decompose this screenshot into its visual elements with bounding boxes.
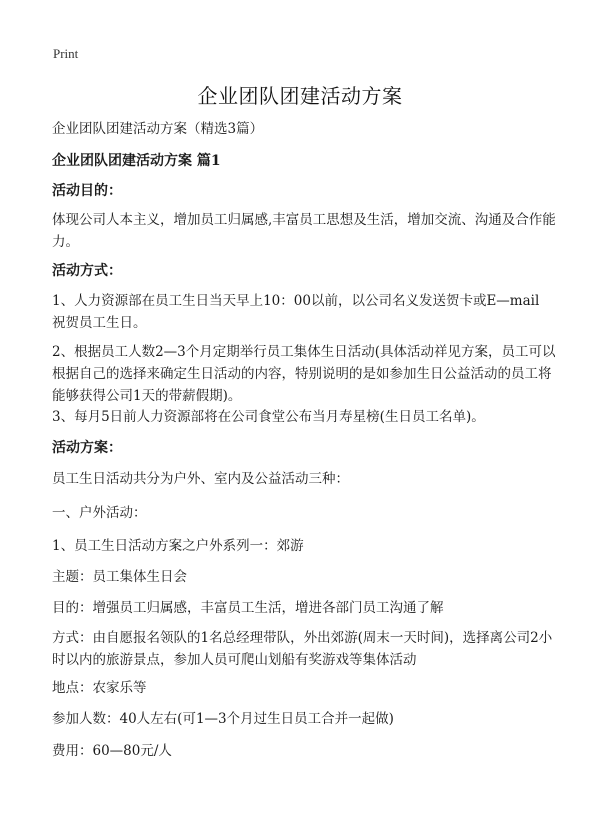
paragraph: 员工生日活动共分为户外、室内及公益活动三种：	[52, 471, 349, 487]
paragraph: 参加人数：40人左右(可1—3个月过生日员工合并一起做)	[52, 711, 394, 727]
paragraph: 一、户外活动：	[52, 505, 147, 521]
paragraph: 主题：员工集体生日会	[52, 569, 187, 585]
paragraph: 方式：由自愿报名领队的1名总经理带队，外出郊游(周末一天时间)，选择离公司2小时以内的旅游景点，参加人员可爬山划船有奖游戏等集体活动	[52, 630, 553, 668]
print-link[interactable]: Print	[53, 46, 79, 61]
document-subtitle: 企业团队团建活动方案（精选3篇）	[52, 121, 264, 137]
paragraph: 2、根据员工人数2—3个月定期举行员工集体生日活动(具体活动祥见方案，员工可以根据自己的选择来确定生日活动的内容，特别说明的是如参加生日公益活动的员工将能够获得公司1天的带薪假期)。	[52, 344, 556, 404]
section-heading: 活动目的：	[52, 183, 122, 199]
paragraph: 3、每月5日前人力资源部将在公司食堂公布当月寿星榜(生日员工名单)。	[52, 409, 485, 425]
paragraph: 地点：农家乐等	[52, 680, 147, 696]
document-title: 企业团队团建活动方案	[197, 84, 403, 108]
paragraph: 费用：60—80元/人	[52, 743, 172, 759]
paragraph: 1、员工生日活动方案之户外系列一：郊游	[52, 538, 304, 554]
paragraph: 目的：增强员工归属感，丰富员工生活，增进各部门员工沟通了解	[52, 600, 444, 616]
paragraph: 1、人力资源部在员工生日当天早上10：00以前，以公司名义发送贺卡或E—mail 祝贺员工生日。	[52, 293, 540, 331]
section-heading: 企业团队团建活动方案 篇1	[52, 153, 221, 169]
section-heading: 活动方案：	[52, 440, 122, 456]
section-heading: 活动方式：	[52, 263, 122, 279]
paragraph: 体现公司人本主义，增加员工归属感,丰富员工思想及生活，增加交流、沟通及合作能力。	[52, 212, 556, 250]
